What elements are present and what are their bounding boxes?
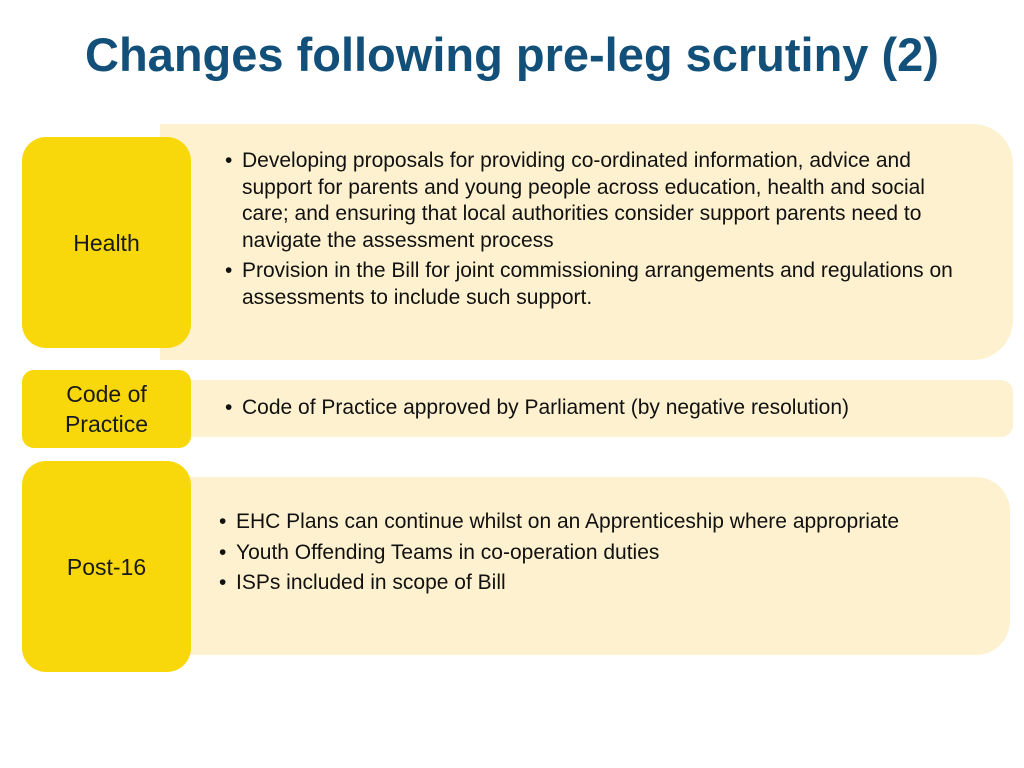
bullet-item: • Youth Offending Teams in co-operation duties [218, 540, 950, 567]
bullet-item: • Provision in the Bill for joint commissioning arrangements and regulations on assessments to include such support. [224, 258, 953, 311]
code-of-practice-label-box [22, 370, 191, 448]
bullet-item: • Code of Practice approved by Parliament (by negative resolution) [224, 395, 993, 422]
code-of-practice-label [65, 379, 148, 439]
post-16-bullet-list [218, 509, 950, 597]
bullet-item: • ISPs included in scope of Bill [218, 570, 950, 597]
post-16-label-box [22, 461, 191, 672]
post-16-label: Post-16 [66, 553, 147, 580]
post-16-content-panel [160, 477, 1010, 655]
code-of-practice-content-panel [160, 380, 1013, 437]
code-of-practice-label-line2: Practice [64, 411, 149, 437]
bullet-item: • Developing proposals for providing co-ordinated information, advice and support for parents and young people across education, health and social care; and ensuring that local authorities consider support parents need to navigate the assessment process [224, 148, 953, 254]
code-of-practice-label-line1: Code of [66, 381, 147, 407]
code-of-practice-bullet-list [224, 395, 993, 422]
health-label: Health [73, 229, 140, 256]
health-label-box [22, 137, 191, 348]
health-bullet-list [224, 148, 953, 311]
health-content-panel [160, 124, 1013, 360]
slide-title: Changes following pre-leg scrutiny (2) [85, 28, 939, 81]
bullet-item: • EHC Plans can continue whilst on an Apprenticeship where appropriate [218, 509, 950, 536]
